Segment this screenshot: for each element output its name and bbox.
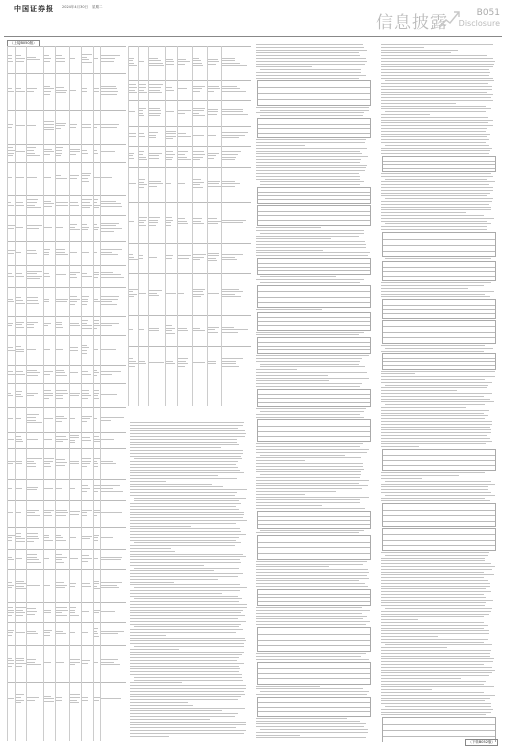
table-row <box>128 167 251 168</box>
mini-table <box>382 232 496 258</box>
table-row <box>7 407 126 408</box>
table-row <box>7 645 126 646</box>
mini-table <box>257 389 371 407</box>
mini-table <box>257 337 371 354</box>
table-row <box>7 602 126 603</box>
table-row <box>7 527 126 528</box>
mini-table <box>257 589 371 607</box>
table-row <box>7 144 126 145</box>
mini-table <box>257 419 371 442</box>
mini-table <box>257 511 371 529</box>
table-row <box>7 479 126 480</box>
table-row <box>7 215 126 216</box>
mini-table <box>382 261 496 281</box>
table-row <box>7 682 126 683</box>
issue-weekday: 星期二 <box>92 5 103 9</box>
mini-table <box>257 627 371 652</box>
mini-table <box>257 187 371 204</box>
table-row <box>128 126 251 127</box>
table-row <box>7 383 126 384</box>
table-row <box>128 346 251 347</box>
continued-from-label: （上接B050版） <box>7 40 40 47</box>
table-row <box>128 273 251 274</box>
table-row <box>7 448 126 449</box>
mini-table <box>257 205 371 226</box>
mini-table <box>382 503 496 527</box>
disclosure-text-column-2 <box>379 42 499 742</box>
mini-table <box>382 156 496 172</box>
mini-table <box>257 80 371 105</box>
table-row <box>7 110 126 111</box>
continued-to-label: （下转B052版） <box>465 739 498 746</box>
table-row <box>7 622 126 623</box>
mini-table <box>382 528 496 551</box>
table-row <box>7 195 126 196</box>
mini-table <box>257 535 371 560</box>
table-row <box>128 46 251 47</box>
table-row <box>128 146 251 147</box>
table-row <box>128 100 251 101</box>
masthead-rule <box>4 36 502 37</box>
table-row <box>7 287 126 288</box>
table-row <box>128 80 251 81</box>
holdings-table-continued <box>128 46 251 406</box>
table-row <box>128 315 251 316</box>
mini-table <box>382 449 496 471</box>
mini-table <box>257 285 371 308</box>
table-row <box>7 265 126 266</box>
issue-date: 2024年4月30日 <box>62 5 89 9</box>
section-title-en: Disclosure <box>458 19 500 28</box>
holdings-table <box>7 46 126 741</box>
table-row <box>7 432 126 433</box>
table-row <box>7 500 126 501</box>
masthead <box>0 0 506 38</box>
trend-arrow-icon <box>438 8 460 30</box>
mini-table <box>257 697 371 717</box>
mini-table <box>257 258 371 275</box>
paper-name: 中国证券报 <box>14 4 54 13</box>
table-row <box>7 241 126 242</box>
table-row <box>7 162 126 163</box>
mini-table <box>382 320 496 344</box>
mini-table <box>382 299 496 318</box>
table-row <box>7 569 126 570</box>
mini-table <box>382 353 496 369</box>
table-row <box>7 46 126 47</box>
section-title-zh: 信息披露 <box>376 13 448 33</box>
table-row <box>7 316 126 317</box>
mini-table <box>257 662 371 685</box>
disclosure-text-column-1 <box>254 42 374 742</box>
table-row <box>128 243 251 244</box>
mini-table <box>257 118 371 138</box>
table-row <box>7 365 126 366</box>
table-row <box>128 202 251 203</box>
page-number: B051 <box>476 8 500 18</box>
notes-text-block <box>128 420 251 742</box>
table-row <box>7 335 126 336</box>
table-row <box>7 549 126 550</box>
table-row <box>7 73 126 74</box>
mini-table <box>257 312 371 330</box>
